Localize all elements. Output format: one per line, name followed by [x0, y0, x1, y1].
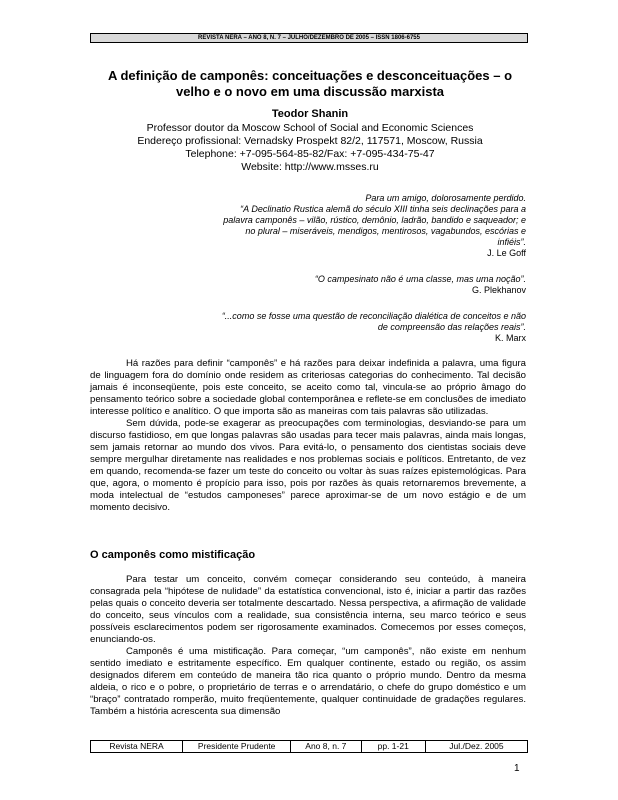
- footer-date: Jul./Dez. 2005: [449, 741, 504, 751]
- author-block: [90, 108, 530, 174]
- footer-journal: Revista NERA: [91, 741, 183, 752]
- page-footer: [90, 740, 528, 753]
- epigraph-line: de compreensão das relações reais”.: [377, 322, 526, 332]
- paragraph: Sem dúvida, pode-se exagerar as preocupações com terminologias, desviando-se para um discurso fastidioso, em que longas palavras são usadas para tecer mais palavras, ainda mais longas, sem jamais retornar ao mundo dos vivos. Para evitá-lo, o pensamento dos cientistas sociais deve sempre mergulhar diretamente nas realidades e nos problemas sociais e políticos. Entretanto, de vez em quando, recomenda-se fazer um teste do conceito ou voltar às suas raízes epistemológicas. Para que, agora, o momento é propício para isso, pois por razões às quais retornaremos brevemente, a moda intelectual de “estudos camponeses” parece aproximar-se de um novo estágio e de um momento decisivo.: [90, 418, 526, 513]
- epigraph-line: infiéis”.: [497, 237, 526, 247]
- epigraph-line: palavra camponês – vilão, rústico, demônio, ladrão, bandido e saqueador; e: [223, 215, 526, 225]
- intro-text: [90, 358, 526, 514]
- footer-volume: Ano 8, n. 7: [291, 741, 361, 752]
- epigraph-marx: [200, 311, 526, 344]
- author-phone: Telephone: +7-095-564-85-82/Fax: +7-095-434-75-47: [185, 148, 435, 160]
- paragraph: Para testar um conceito, convém começar considerando seu conteúdo, à maneira consagrada pela “hipótese de nulidade” da estatística convencional, isto é, iniciar a partir das razões pelas quais o conceito deveria ser totalmente descartado. Nessa perspectiva, a afirmação de validade do conceito, seus vínculos com a realidade, sua consistência interna, seu marco teórico e seus possíveis esclarecimentos podem ser rigorosamente examinados. Comecemos por esses começos, enunciando-os.: [90, 574, 526, 645]
- author-name: Teodor Shanin: [271, 108, 349, 120]
- page-number: 1: [514, 763, 520, 774]
- author-address: Endereço profissional: Vernadsky Prospekt 82/2, 117571, Moscow, Russia: [137, 135, 483, 147]
- title-line: A definição de camponês: conceituações e desconceituações – o: [107, 68, 513, 83]
- epigraph-line: no plural – miseráveis, mendigos, mentirosos, vagabundos, escórias e: [245, 226, 526, 236]
- epigraphs: [200, 193, 526, 359]
- epigraph-line: “A Declinatio Rustica alemã do século XIII tinha seis declinações para a: [240, 204, 526, 214]
- journal-header: REVISTA NERA – ANO 8, N. 7 – JULHO/DEZEMBRO DE 2005 – ISSN 1806-6755: [90, 33, 528, 43]
- footer-pages: pp. 1-21: [362, 741, 426, 752]
- section-heading: O camponês como mistificação: [90, 549, 256, 561]
- epigraph-attribution: J. Le Goff: [487, 248, 526, 258]
- article-title: [90, 68, 530, 100]
- author-website: Website: http://www.msses.ru: [241, 161, 379, 173]
- title-line: velho e o novo em uma discussão marxista: [175, 84, 445, 99]
- paragraph: Camponês é uma mistificação. Para começar, “um camponês”, não existe em nenhum sentido imediato e estritamente específico. Em qualquer continente, estado ou região, os assim designados diferem em conteúdo de maneira tão rica quanto o próprio mundo. Dentro da mesma aldeia, o rico e o pobre, o proprietário de terras e o arrendatário, o chefe do grupo doméstico e um “braço” contratado romperão, muito freqüentemente, qualquer continuidade de gradações regulares. Também a história acrescenta sua dimensão: [90, 646, 526, 717]
- epigraph-line: “...como se fosse uma questão de reconciliação dialética de conceitos e não: [221, 311, 526, 321]
- epigraph-le-goff: [200, 193, 526, 259]
- epigraph-line: Para um amigo, dolorosamente perdido.: [365, 193, 526, 203]
- paragraph: Há razões para definir “camponês” e há razões para deixar indefinida a palavra, uma figura de linguagem fora do domínio onde residem as criteriosas categorias do conhecimento. Tal decisão jamais é inconseqüente, pois este conceito, se aceito como tal, vincula-se ao próprio âmago do pensamento teórico sobre a sociedade global contemporânea e reflete-se em conclusões de imediato interesse político e analítico. O que importa são as maneiras com tais palavras são utilizadas.: [90, 358, 526, 417]
- footer-city: Presidente Prudente: [183, 741, 291, 752]
- section-text: [90, 574, 526, 718]
- epigraph-plekhanov: [200, 274, 526, 296]
- author-affiliation: Professor doutor da Moscow School of Social and Economic Sciences: [146, 122, 474, 134]
- epigraph-attribution: K. Marx: [494, 333, 526, 343]
- epigraph-attribution: G. Plekhanov: [471, 285, 526, 295]
- epigraph-line: “O campesinato não é uma classe, mas uma noção”.: [314, 274, 526, 284]
